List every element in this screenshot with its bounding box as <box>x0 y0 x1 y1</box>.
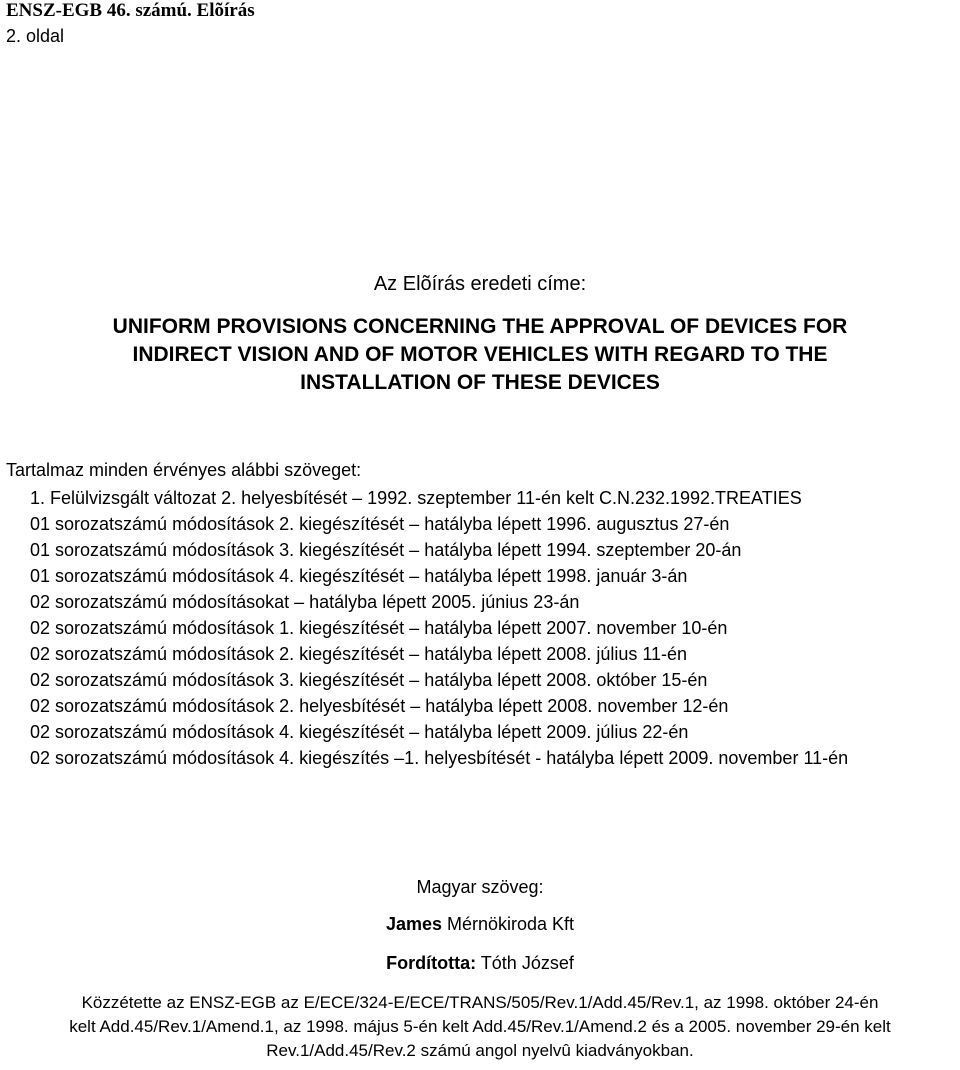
amendment-item: 1. Felülvizsgált változat 2. helyesbítését – 1992. szeptember 11-én kelt C.N.232.1992.TREATIES <box>30 488 802 508</box>
publication-line-3: Rev.1/Add.45/Rev.2 számú angol nyelvû kiadványokban. <box>266 1041 694 1060</box>
publication-line-2: kelt Add.45/Rev.1/Amend.1, az 1998. május 5-én kelt Add.45/Rev.1/Amend.2 és a 2005. november 29-én kelt <box>69 1017 891 1036</box>
company-name-rest: Mérnökiroda Kft <box>442 914 575 934</box>
original-title-label: Az Elõírás eredeti címe: <box>373 273 587 295</box>
publication-note <box>0 991 960 1063</box>
original-title-line-2: INDIRECT VISION AND OF MOTOR VEHICLES WITH REGARD TO THE <box>132 343 828 366</box>
amendment-item: 02 sorozatszámú módosítások 4. kiegészítését – hatályba lépett 2009. július 22-én <box>30 722 689 742</box>
amendment-list <box>30 485 848 771</box>
amendment-item: 01 sorozatszámú módosítások 3. kiegészítését – hatályba lépett 1994. szeptember 20-án <box>30 540 742 560</box>
publication-line-1: Közzétette az ENSZ-EGB az E/ECE/324-E/ECE/TRANS/505/Rev.1/Add.45/Rev.1, az 1998. október 24-én <box>81 993 879 1012</box>
original-title-line-3: INSTALLATION OF THESE DEVICES <box>300 371 660 394</box>
amendment-item: 01 sorozatszámú módosítások 2. kiegészítését – hatályba lépett 1996. augusztus 27-én <box>30 514 730 534</box>
amendment-item: 02 sorozatszámú módosítások 4. kiegészítés –1. helyesbítését - hatályba lépett 2009. november 11-én <box>30 748 849 768</box>
translation-label: Magyar szöveg: <box>416 877 544 897</box>
translator-company <box>0 914 960 935</box>
translator <box>0 953 960 974</box>
original-title <box>0 313 960 397</box>
original-title-line-1: UNIFORM PROVISIONS CONCERNING THE APPROVAL OF DEVICES FOR <box>112 315 848 338</box>
amendment-item: 02 sorozatszámú módosításokat – hatályba lépett 2005. június 23-án <box>30 592 580 612</box>
amendment-item: 02 sorozatszámú módosítások 2. helyesbítését – hatályba lépett 2008. november 12-én <box>30 696 729 716</box>
company-name-bold: James <box>385 914 442 934</box>
amendment-item: 02 sorozatszámú módosítások 1. kiegészítését – hatályba lépett 2007. november 10-én <box>30 618 728 638</box>
page-number: 2. oldal <box>6 26 65 46</box>
translator-name: Tóth József <box>476 953 574 973</box>
amendment-item: 02 sorozatszámú módosítások 3. kiegészítését – hatályba lépett 2008. október 15-én <box>30 670 708 690</box>
translator-label: Fordította: <box>386 953 477 973</box>
document-id: ENSZ-EGB 46. számú. Elõírás <box>6 0 255 21</box>
amendment-item: 01 sorozatszámú módosítások 4. kiegészítését – hatályba lépett 1998. január 3-án <box>30 566 688 586</box>
amendment-item: 02 sorozatszámú módosítások 2. kiegészítését – hatályba lépett 2008. július 11-én <box>30 644 688 664</box>
contents-heading: Tartalmaz minden érvényes alábbi szöveget: <box>6 460 362 480</box>
